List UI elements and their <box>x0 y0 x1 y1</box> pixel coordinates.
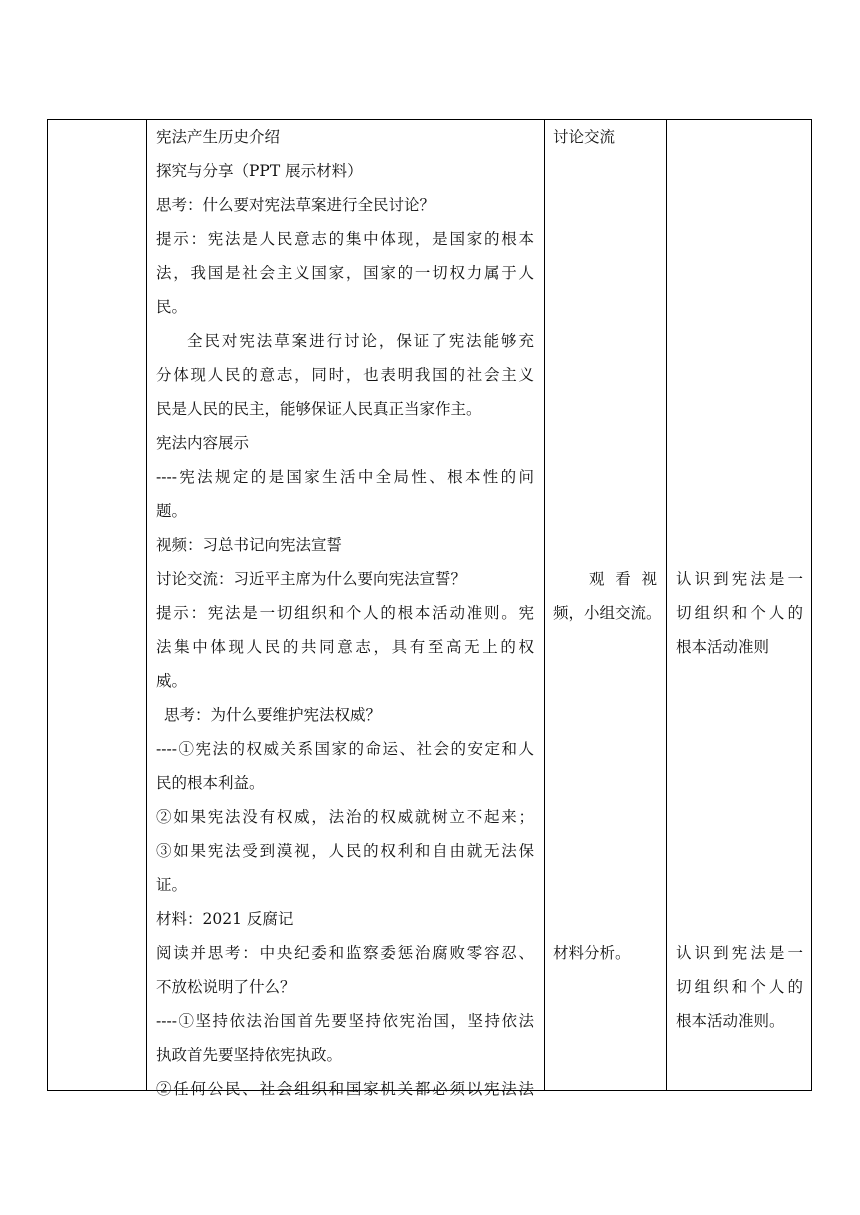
content-line: 威。 <box>156 672 188 690</box>
content-line: 宪法内容展示 <box>156 434 250 452</box>
content-line: 思考：为什么要维护宪法权威？ <box>164 706 382 724</box>
content-line: 全民对宪法草案进行讨论，保证了宪法能够充 <box>187 332 534 350</box>
activity-analysis: 材料分析。 <box>553 944 631 962</box>
content-line: 宪法产生历史介绍 <box>156 128 281 146</box>
content-line: 法，我国是社会主义国家，国家的一切权力属于人 <box>156 264 534 282</box>
content-line: 题。 <box>156 502 188 520</box>
intent-line: 根本活动准则。 <box>676 1012 785 1030</box>
activity-video-line: 观 看 视 <box>589 570 657 588</box>
content-line: 视频：习总书记向宪法宣誓 <box>156 536 343 554</box>
content-line: 阅读并思考：中央纪委和监察委惩治腐败零容忍、 <box>156 944 534 962</box>
content-line: 提示：宪法是一切组织和个人的根本活动准则。宪 <box>156 604 534 622</box>
content-line: 执政首先要坚持依宪执政。 <box>156 1046 343 1064</box>
content-line: 民的根本利益。 <box>156 774 265 792</box>
intent-line: 认识到宪法是一 <box>676 570 803 588</box>
content-line: 提示：宪法是人民意志的集中体现，是国家的根本 <box>156 230 534 248</box>
content-line: ----①宪法的权威关系国家的命运、社会的安定和人 <box>156 740 534 758</box>
content-line: 分体现人民的意志，同时，也表明我国的社会主义 <box>156 366 534 384</box>
intent-line: 切组织和个人的 <box>676 604 803 622</box>
content-line: 证。 <box>156 876 188 894</box>
content-line: 法集中体现人民的共同意志，具有至高无上的权 <box>156 638 534 656</box>
content-line: ③如果宪法受到漠视，人民的权利和自由就无法保 <box>156 842 534 860</box>
column-divider-1 <box>146 120 147 1090</box>
intent-line: 根本活动准则 <box>676 638 770 656</box>
content-line: ②任何公民、社会组织和国家机关都必须以宪法法 <box>156 1080 534 1098</box>
content-line: 民。 <box>156 298 188 316</box>
activity-video-line: 频，小组交流。 <box>553 604 662 622</box>
content-line: ②如果宪法没有权威，法治的权威就树立不起来； <box>156 808 534 826</box>
content-line: 讨论交流：习近平主席为什么要向宪法宣誓？ <box>156 570 467 588</box>
column-divider-2 <box>544 120 545 1090</box>
content-line: ----①坚持依法治国首先要坚持依宪治国，坚持依法 <box>156 1012 534 1030</box>
intent-line: 认识到宪法是一 <box>676 944 803 962</box>
content-line: 思考：什么要对宪法草案进行全民讨论？ <box>156 196 436 214</box>
content-line: 材料：2021 反腐记 <box>156 910 294 928</box>
content-line: 探究与分享（PPT 展示材料） <box>156 162 363 180</box>
content-line: 不放松说明了什么？ <box>156 978 296 996</box>
intent-line: 切组织和个人的 <box>676 978 803 996</box>
activity-discussion: 讨论交流 <box>553 128 616 146</box>
content-line: ----宪法规定的是国家生活中全局性、根本性的问 <box>156 468 534 486</box>
column-divider-3 <box>666 120 667 1090</box>
content-line: 民是人民的民主，能够保证人民真正当家作主。 <box>156 400 482 418</box>
